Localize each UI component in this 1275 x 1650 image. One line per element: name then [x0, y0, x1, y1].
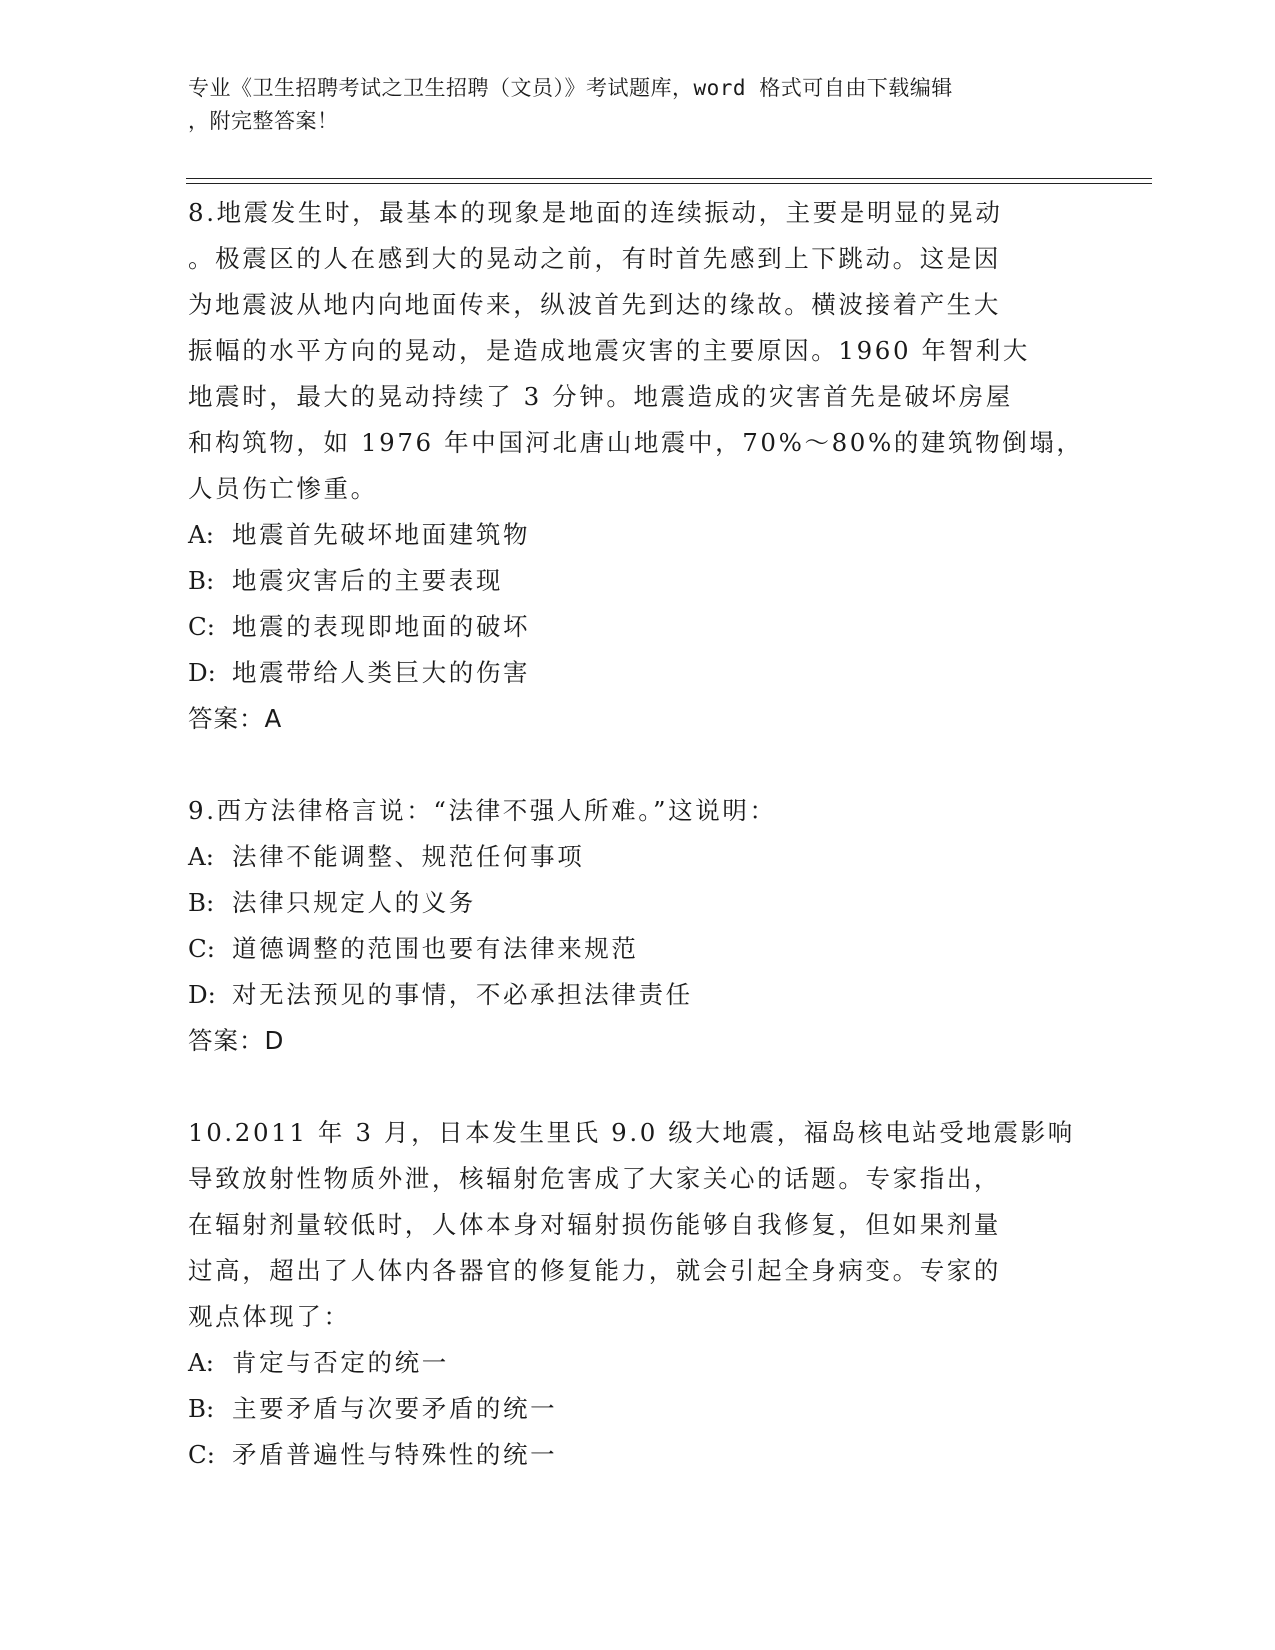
answer-label: 答案：D: [188, 1026, 285, 1055]
option-d: [188, 650, 1088, 696]
question-line: 。极震区的人在感到大的晃动之前，有时首先感到上下跳动。这是因: [188, 244, 1001, 273]
question-line: 8.地震发生时，最基本的现象是地面的连续振动，主要是明显的晃动: [188, 198, 1003, 227]
question-line: 和构筑物，如 1976 年中国河北唐山地震中，70%～80%的建筑物倒塌，: [188, 428, 1084, 457]
option-text: 主要矛盾与次要矛盾的统一: [232, 1394, 558, 1423]
option-c: [188, 604, 1088, 650]
question-10: [188, 1110, 1088, 1478]
option-key: C:: [188, 934, 216, 963]
option-key: B:: [188, 1394, 215, 1423]
option-text: 地震带给人类巨大的伤害: [232, 658, 531, 687]
option-text: 矛盾普遍性与特殊性的统一: [232, 1440, 558, 1469]
question-8: [188, 190, 1088, 742]
question-9: [188, 788, 1088, 1064]
option-key: C:: [188, 612, 216, 641]
question-line: 振幅的水平方向的晃动，是造成地震灾害的主要原因。1960 年智利大: [188, 336, 1030, 365]
option-a: [188, 1340, 1088, 1386]
answer-label: 答案：A: [188, 704, 283, 733]
option-b: [188, 1386, 1088, 1432]
question-line: 为地震波从地内向地面传来，纵波首先到达的缘故。横波接着产生大: [188, 290, 1001, 319]
option-key: D:: [188, 980, 216, 1009]
question-line: 导致放射性物质外泄，核辐射危害成了大家关心的话题。专家指出，: [188, 1164, 1001, 1193]
option-text: 地震灾害后的主要表现: [232, 566, 503, 595]
option-text: 地震的表现即地面的破坏: [232, 612, 531, 641]
option-c: [188, 1432, 1088, 1478]
header-line-1: 专业《卫生招聘考试之卫生招聘（文员）》考试题库，word 格式可自由下载编辑: [188, 76, 953, 100]
question-line: 地震时，最大的晃动持续了 3 分钟。地震造成的灾害首先是破坏房屋: [188, 382, 1013, 411]
option-key: A:: [188, 842, 214, 871]
question-line: 在辐射剂量较低时，人体本身对辐射损伤能够自我修复，但如果剂量: [188, 1210, 1001, 1239]
question-list: [188, 190, 1088, 1524]
header-line-2: ，附完整答案！: [188, 109, 339, 133]
header-divider-top: [186, 178, 1152, 179]
option-key: A:: [188, 1348, 214, 1377]
option-text: 地震首先破坏地面建筑物: [232, 520, 531, 549]
option-c: [188, 926, 1088, 972]
option-text: 法律只规定人的义务: [232, 888, 476, 917]
option-a: [188, 512, 1088, 558]
question-text: [188, 788, 1088, 834]
question-line: 人员伤亡惨重。: [188, 474, 378, 503]
option-text: 肯定与否定的统一: [232, 1348, 449, 1377]
option-text: 道德调整的范围也要有法律来规范: [232, 934, 639, 963]
document-header: [188, 72, 1068, 138]
question-line: 10.2011 年 3 月，日本发生里氏 9.0 级大地震，福岛核电站受地震影响: [188, 1118, 1075, 1147]
header-divider-bottom: [186, 183, 1152, 184]
option-key: B:: [188, 566, 215, 595]
option-d: [188, 972, 1088, 1018]
option-b: [188, 558, 1088, 604]
option-a: [188, 834, 1088, 880]
option-key: D:: [188, 658, 216, 687]
question-line: 过高，超出了人体内各器官的修复能力，就会引起全身病变。专家的: [188, 1256, 1001, 1285]
option-text: 法律不能调整、规范任何事项: [232, 842, 585, 871]
option-text: 对无法预见的事情，不必承担法律责任: [232, 980, 693, 1009]
option-key: B:: [188, 888, 215, 917]
option-b: [188, 880, 1088, 926]
option-key: A:: [188, 520, 214, 549]
question-line: 观点体现了：: [188, 1302, 351, 1331]
option-key: C:: [188, 1440, 216, 1469]
question-text: [188, 1110, 1088, 1340]
question-line: 9.西方法律格言说：“法律不强人所难。”这说明：: [188, 796, 777, 825]
question-text: [188, 190, 1088, 512]
